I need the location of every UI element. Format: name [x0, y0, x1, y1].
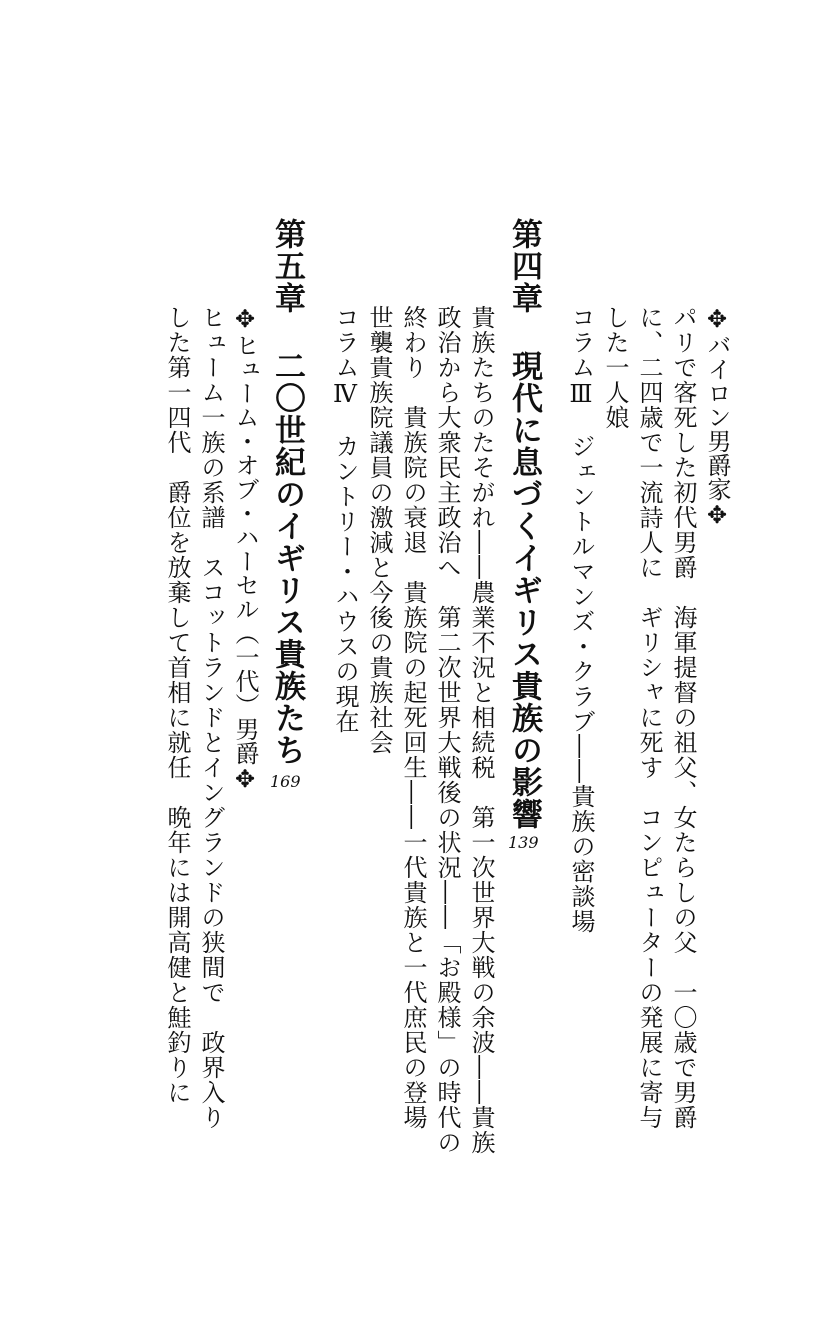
body-line: ヒューム一族の系譜 スコットランドとイングランドの狭間で 政界入り: [197, 305, 225, 1130]
body-line: 世襲貴族院議員の激減と今後の貴族社会: [365, 305, 393, 755]
chapter5-title: 二〇世紀のイギリス貴族たち: [269, 350, 305, 766]
column-entry-4: コラムⅣ カントリー・ハウスの現在: [331, 305, 359, 734]
chapter4-heading: [505, 218, 543, 830]
chapter5-label: 第五章: [269, 218, 305, 314]
chapter4-label: 第四章: [506, 218, 542, 314]
body-line: パリで客死した初代男爵 海軍提督の祖父、女たらしの父 一〇歳で男爵: [669, 305, 697, 1130]
column-entry-3: コラムⅢ ジェントルマンズ・クラブ――貴族の密談場: [567, 305, 595, 934]
chapter4-title: 現代に息づくイギリス貴族の影響: [506, 350, 542, 830]
body-line: した第一四代 爵位を放棄して首相に就任 晩年には開高健と鮭釣りに: [163, 305, 191, 1105]
body-line: 貴族たちのたそがれ――農業不況と相続税 第一次世界大戦の余波――貴族: [467, 305, 495, 1155]
chapter4-page-number: 139: [508, 833, 539, 852]
body-line: 終わり 貴族院の衰退 貴族院の起死回生――一代貴族と一代庶民の登場: [399, 305, 427, 1130]
body-line: に、二四歳で一流詩人に ギリシャに死す コンピューターの発展に寄与: [635, 305, 663, 1130]
chapter5-heading: [268, 218, 306, 766]
body-line: した一人娘: [601, 305, 629, 430]
body-line: 政治から大衆民主政治へ 第二次世界大戦後の状況――「お殿様」の時代の: [433, 305, 461, 1155]
section-heading-hume: ✥ヒューム・オブ・ハーセル（一代）男爵✥: [231, 305, 259, 793]
chapter5-page-number: 169: [270, 772, 301, 791]
section-heading-byron: ✥バイロン男爵家✥: [703, 305, 731, 529]
